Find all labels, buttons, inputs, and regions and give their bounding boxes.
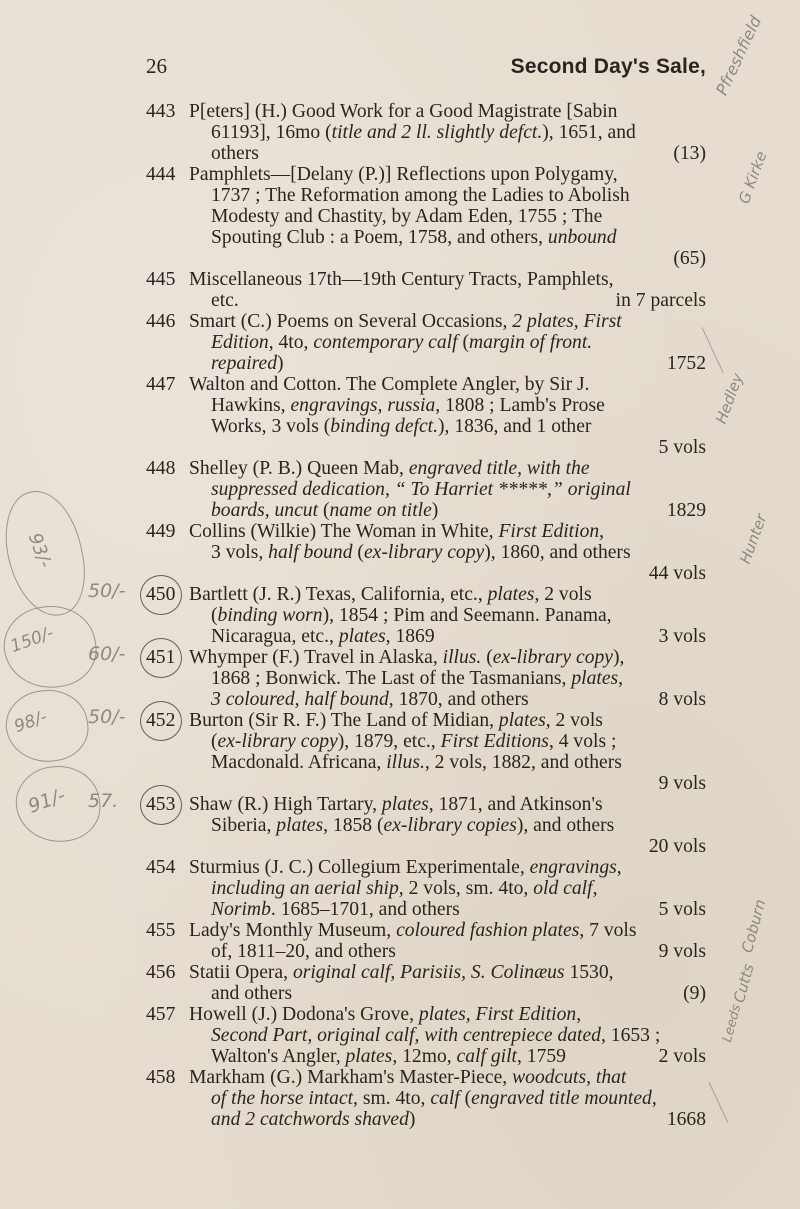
italic-text: 2 plates, First — [512, 311, 622, 332]
lot-description — [211, 752, 622, 773]
lot-line — [146, 395, 706, 416]
text: ( — [481, 647, 493, 668]
lot-entry — [146, 521, 706, 584]
text: Walton and Cotton. The Complete Angler, by Sir J. — [189, 374, 590, 395]
lot-line — [146, 1088, 706, 1109]
pencil-buyer-note: Leeds — [720, 1003, 745, 1044]
italic-text: ex-library copy — [492, 647, 613, 668]
italic-text: plates — [381, 794, 429, 815]
text: Spouting Club : a Poem, 1758, and others, — [211, 227, 548, 248]
lot-line — [146, 731, 706, 752]
text: , 4 vols ; — [548, 731, 617, 752]
lot-description — [211, 941, 396, 962]
lot-line — [146, 248, 706, 269]
text: , 2 vols, 1882, and others — [424, 752, 622, 773]
lot-number: 451 — [146, 647, 176, 668]
italic-text: First Edition — [498, 521, 600, 542]
italic-text: illus. — [386, 752, 425, 773]
pencil-buyer-note: Coburn — [738, 897, 770, 955]
text: ), 1836, and 1 other — [438, 416, 592, 437]
lot-description — [211, 731, 616, 752]
pencil-buyer-note: Pfreshfield — [712, 12, 766, 99]
lot-description — [211, 605, 612, 626]
text: 1868 ; Bonwick. The Last of the Tasmanians, — [211, 668, 572, 689]
text: ), and others — [516, 815, 615, 836]
italic-text: suppressed dedication, “ To Harriet *****,” original — [211, 479, 631, 500]
lot-description — [211, 1088, 657, 1109]
lot-line — [146, 647, 706, 668]
lot-description — [146, 1004, 581, 1025]
text: ( — [459, 1088, 472, 1109]
lot-quantity: 9 vols — [658, 941, 706, 962]
lot-line — [146, 689, 706, 710]
italic-text: boards, uncut — [211, 500, 319, 521]
text: , — [599, 521, 605, 542]
lot-line — [146, 878, 706, 899]
lot-line — [146, 773, 706, 794]
italic-text: contemporary calf — [313, 332, 458, 353]
lot-line — [146, 101, 706, 122]
italic-text: plates — [487, 584, 535, 605]
text: Shelley (P. B.) Queen Mab, — [189, 458, 409, 479]
lot-entry — [146, 1004, 706, 1067]
lot-entry — [146, 458, 706, 521]
pencil-price-note: 91/- — [25, 784, 69, 818]
lot-description — [211, 815, 614, 836]
lot-entry — [146, 1067, 706, 1130]
italic-text: plates — [571, 668, 619, 689]
pencil-price-note: 98/- — [11, 706, 50, 738]
text: P[eters] (H.) Good Work for a Good Magistrate [Sabin — [189, 101, 618, 122]
lot-description — [146, 269, 614, 290]
lot-description — [211, 185, 630, 206]
lot-line — [146, 710, 706, 731]
lot-entry — [146, 101, 706, 164]
pencil-price-note: 50/- — [88, 706, 126, 728]
italic-text: Edition — [211, 332, 269, 353]
pencil-price-note: 93/- — [23, 530, 56, 571]
lot-line — [146, 332, 706, 353]
lot-line — [146, 458, 706, 479]
lot-entry — [88, 580, 706, 647]
lot-number: 456 — [146, 962, 176, 983]
lot-number: 455 — [146, 920, 176, 941]
lot-description — [146, 101, 617, 122]
italic-text: engraved title, with the — [408, 458, 590, 479]
lot-description — [211, 416, 591, 437]
lot-number: 444 — [146, 164, 176, 185]
lot-description — [146, 374, 590, 395]
text: Walton's Angler, — [211, 1046, 346, 1067]
lot-description — [211, 1046, 566, 1067]
italic-text: name on title — [329, 500, 432, 521]
lot-quantity: (65) — [673, 248, 706, 269]
text: , — [651, 1088, 657, 1109]
italic-text: plates — [498, 710, 546, 731]
pencil-circle-mark — [140, 701, 182, 741]
text: , 1858 ( — [323, 815, 384, 836]
lot-description — [211, 479, 631, 500]
lot-line — [146, 1046, 706, 1067]
lot-description — [211, 332, 592, 353]
lot-entry — [146, 269, 706, 311]
text: Lady's Monthly Museum, — [189, 920, 397, 941]
lot-quantity: 1829 — [666, 500, 706, 521]
lot-quantity: 1752 — [666, 353, 706, 374]
text: Markham (G.) Markham's Master-Piece, — [189, 1067, 513, 1088]
lot-quantity: in 7 parcels — [615, 290, 706, 311]
lot-number: 457 — [146, 1004, 176, 1025]
lot-line — [146, 542, 706, 563]
text: etc. — [211, 290, 239, 311]
text: Siberia, — [211, 815, 277, 836]
pencil-buyer-note: Hunter — [736, 511, 771, 567]
lot-description — [146, 164, 618, 185]
lot-entry — [146, 857, 706, 920]
text: 1530, — [564, 962, 614, 983]
lot-description — [146, 311, 622, 332]
text: , — [592, 878, 598, 899]
lot-description — [146, 584, 592, 605]
text: Statii Opera, — [189, 962, 293, 983]
lot-line — [146, 794, 706, 815]
text: , 2 vols — [534, 584, 592, 605]
lot-quantity: 9 vols — [658, 773, 706, 794]
lot-line — [146, 122, 706, 143]
lot-number: 447 — [146, 374, 176, 395]
italic-text: ex-library copy — [217, 731, 338, 752]
lot-line — [146, 311, 706, 332]
italic-text: 3 coloured, half bound — [211, 689, 389, 710]
pencil-circle-mark — [140, 638, 182, 678]
text: , 1870, and others — [388, 689, 529, 710]
italic-text: Second Part, original calf, with centrepiece dated — [211, 1025, 601, 1046]
text: 1737 ; The Reformation among the Ladies to Abolish — [211, 185, 630, 206]
italic-text: margin of front. — [468, 332, 593, 353]
lot-number: 448 — [146, 458, 176, 479]
lot-description — [146, 710, 603, 731]
text: Smart (C.) Poems on Several Occasions, — [189, 311, 513, 332]
text: ) — [431, 500, 439, 521]
lot-description — [211, 143, 259, 164]
lot-description — [211, 689, 529, 710]
lot-description — [146, 647, 624, 668]
text: Whymper (F.) Travel in Alaska, — [189, 647, 443, 668]
italic-text: repaired — [211, 353, 278, 374]
lot-description — [146, 962, 614, 983]
text: Sturmius (J. C.) Collegium Experimentale, — [189, 857, 530, 878]
text: . 1685–1701, and others — [270, 899, 460, 920]
lot-description — [211, 899, 460, 920]
lot-description — [146, 794, 603, 815]
italic-text: title and 2 ll. slightly defct. — [331, 122, 543, 143]
lot-entry — [88, 643, 706, 710]
lot-entry — [146, 164, 706, 269]
text: ( — [318, 500, 330, 521]
pencil-slash-mark — [709, 1082, 729, 1123]
lot-description — [211, 395, 605, 416]
text: ) — [408, 1109, 416, 1130]
lot-line — [146, 626, 706, 647]
lot-line — [146, 143, 706, 164]
text: Nicaragua, etc., — [211, 626, 339, 647]
lot-description — [211, 626, 435, 647]
italic-text: half bound — [268, 542, 353, 563]
lot-quantity: 44 vols — [648, 563, 706, 584]
text: , 4to, — [268, 332, 314, 353]
lot-number: 453 — [146, 794, 176, 815]
text: Modesty and Chastity, by Adam Eden, 1755 ; The — [211, 206, 603, 227]
lot-line — [146, 941, 706, 962]
lot-number: 458 — [146, 1067, 176, 1088]
lot-line — [146, 962, 706, 983]
lot-number: 445 — [146, 269, 176, 290]
text: Collins (Wilkie) The Woman in White, — [189, 521, 499, 542]
text: ( — [211, 731, 218, 752]
lot-line — [146, 668, 706, 689]
italic-text: binding defct. — [330, 416, 438, 437]
italic-text: binding worn — [217, 605, 323, 626]
text: ( — [457, 332, 469, 353]
text: , 1808 ; Lamb's Prose — [435, 395, 605, 416]
lot-quantity: (13) — [673, 143, 706, 164]
lot-number: 446 — [146, 311, 176, 332]
italic-text: unbound — [547, 227, 617, 248]
italic-text: including an aerial ship — [211, 878, 399, 899]
lot-line — [146, 1004, 706, 1025]
lot-line — [146, 584, 706, 605]
lot-line — [146, 521, 706, 542]
lot-entry — [88, 706, 706, 794]
text: Bartlett (J. R.) Texas, California, etc., — [189, 584, 488, 605]
lot-description — [211, 290, 239, 311]
lot-description — [211, 122, 636, 143]
lot-line — [146, 857, 706, 878]
pencil-price-note: 57. — [88, 790, 119, 812]
lot-entry — [146, 920, 706, 962]
text: , 12mo, — [392, 1046, 457, 1067]
text: ), 1651, and — [542, 122, 636, 143]
text: ) — [277, 353, 284, 374]
lot-line — [146, 164, 706, 185]
text: , 2 vols — [545, 710, 603, 731]
italic-text: plates — [345, 1046, 393, 1067]
lot-line — [146, 605, 706, 626]
lot-line — [146, 290, 706, 311]
text: of, 1811–20, and others — [211, 941, 396, 962]
running-head: Second Day's Sale, — [510, 55, 706, 78]
lot-line — [146, 563, 706, 584]
lot-list — [88, 101, 706, 1130]
lot-quantity: 5 vols — [658, 437, 706, 458]
pencil-circle-mark — [140, 785, 182, 825]
text: Pamphlets—[Delany (P.)] Reflections upon Polygamy, — [189, 164, 618, 185]
italic-text: woodcuts, that — [512, 1067, 627, 1088]
italic-text: original calf, Parisiis, S. Colinæus — [292, 962, 565, 983]
italic-text: calf — [430, 1088, 460, 1109]
pencil-buyer-note: Cutts — [730, 961, 758, 1005]
lot-description — [211, 542, 631, 563]
text: Shaw (R.) High Tartary, — [189, 794, 382, 815]
pencil-price-note: 50/- — [88, 580, 126, 602]
lot-line — [146, 983, 706, 1004]
text: , sm. 4to, — [353, 1088, 431, 1109]
pencil-circle-mark — [140, 575, 182, 615]
text: , 1871, and Atkinson's — [428, 794, 603, 815]
pencil-price-note: 150/- — [7, 623, 57, 657]
text: , — [576, 1004, 582, 1025]
lot-number: 452 — [146, 710, 176, 731]
italic-text: engravings, russia — [290, 395, 436, 416]
italic-text: plates — [276, 815, 324, 836]
lot-line — [146, 437, 706, 458]
lot-line — [146, 353, 706, 374]
text: ( — [211, 605, 218, 626]
lot-number: 454 — [146, 857, 176, 878]
lot-line — [146, 752, 706, 773]
lot-description — [146, 1067, 626, 1088]
italic-text: old calf — [533, 878, 593, 899]
lot-quantity: 2 vols — [658, 1046, 706, 1067]
italic-text: engravings — [529, 857, 617, 878]
italic-text: of the horse intact — [211, 1088, 354, 1109]
text: ), 1860, and others — [484, 542, 631, 563]
italic-text: and 2 catchwords shaved — [211, 1109, 409, 1130]
text: , 2 vols, sm. 4to, — [398, 878, 534, 899]
italic-text: Norimb — [211, 899, 271, 920]
lot-number: 450 — [146, 584, 176, 605]
lot-line — [146, 836, 706, 857]
italic-text: ex-library copy — [363, 542, 485, 563]
page-header — [146, 54, 706, 79]
text: , 1653 ; — [600, 1025, 661, 1046]
lot-description — [146, 857, 622, 878]
lot-line — [146, 479, 706, 500]
lot-description — [211, 878, 597, 899]
lot-description — [146, 458, 590, 479]
lot-number: 443 — [146, 101, 176, 122]
text: ), — [613, 647, 625, 668]
lot-line — [146, 500, 706, 521]
lot-description — [146, 521, 604, 542]
lot-line — [146, 1067, 706, 1088]
pencil-buyer-note: Hedley — [712, 370, 747, 427]
lot-line — [146, 374, 706, 395]
page-number: 26 — [146, 54, 167, 78]
lot-quantity: 8 vols — [658, 689, 706, 710]
lot-quantity: (9) — [683, 983, 706, 1004]
lot-entry — [146, 962, 706, 1004]
italic-text: illus. — [442, 647, 482, 668]
text: 3 vols, — [211, 542, 269, 563]
pencil-price-note: 60/- — [88, 643, 126, 665]
lot-description — [211, 206, 602, 227]
lot-description — [146, 920, 636, 941]
lot-description — [211, 1025, 660, 1046]
text: Macdonald. Africana, — [211, 752, 387, 773]
text: others — [211, 143, 259, 164]
lot-entry — [146, 311, 706, 374]
text: Burton (Sir R. F.) The Land of Midian, — [189, 710, 499, 731]
lot-line — [146, 269, 706, 290]
lot-line — [146, 416, 706, 437]
lot-line — [146, 185, 706, 206]
text: , 1759 — [516, 1046, 566, 1067]
lot-description — [211, 1109, 415, 1130]
lot-entry — [88, 790, 706, 857]
lot-description — [211, 500, 438, 521]
italic-text: plates — [338, 626, 386, 647]
text: , — [618, 668, 624, 689]
text: Miscellaneous 17th—19th Century Tracts, Pamphlets, — [189, 269, 614, 290]
lot-line — [146, 206, 706, 227]
lot-line — [146, 227, 706, 248]
italic-text: calf gilt — [456, 1046, 517, 1067]
text: ), 1854 ; Pim and Seemann. Panama, — [322, 605, 612, 626]
italic-text: plates, First Edition — [418, 1004, 577, 1025]
lot-description — [211, 353, 284, 374]
lot-line — [146, 1109, 706, 1130]
pencil-buyer-note: G Kirke — [735, 148, 771, 207]
text: , — [616, 857, 622, 878]
lot-quantity: 20 vols — [648, 836, 706, 857]
text: , 1869 — [385, 626, 435, 647]
lot-description — [211, 668, 623, 689]
text: and others — [211, 983, 293, 1004]
lot-description — [211, 227, 616, 248]
text: 61193], 16mo ( — [211, 122, 332, 143]
text: ( — [352, 542, 364, 563]
lot-quantity: 5 vols — [658, 899, 706, 920]
italic-text: engraved title mounted — [471, 1088, 652, 1109]
lot-quantity: 1668 — [666, 1109, 706, 1130]
lot-line — [146, 920, 706, 941]
lot-description — [211, 983, 292, 1004]
text: Works, 3 vols ( — [211, 416, 331, 437]
italic-text: First Editions — [440, 731, 549, 752]
lot-line — [146, 815, 706, 836]
italic-text: coloured fashion plates — [396, 920, 580, 941]
lot-quantity: 3 vols — [658, 626, 706, 647]
lot-entry — [146, 374, 706, 458]
italic-text: ex-library copies — [383, 815, 517, 836]
text: Hawkins, — [211, 395, 291, 416]
text: Howell (J.) Dodona's Grove, — [189, 1004, 419, 1025]
lot-line — [146, 1025, 706, 1046]
text: ), 1879, etc., — [337, 731, 441, 752]
lot-number: 449 — [146, 521, 176, 542]
text: , 7 vols — [579, 920, 637, 941]
lot-line — [146, 899, 706, 920]
